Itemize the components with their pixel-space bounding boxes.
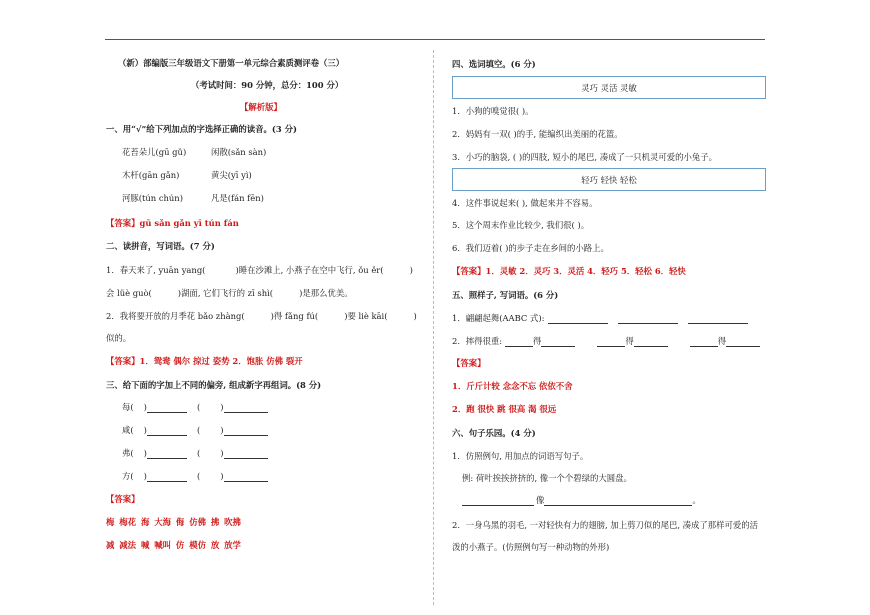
s2-answer: 【答案】1．鸳鸯 偶尔 掠过 姿势 2．饱胀 仿佛 裂开: [106, 356, 303, 366]
s6-period: 。: [692, 495, 701, 505]
s1-item: 花苔朵儿(gū gǔ): [122, 147, 187, 157]
s5-answer-label: 【答案】: [452, 358, 486, 368]
s1-item: 闲散(sǎn sàn): [211, 147, 267, 157]
s6-like: 像: [536, 495, 545, 505]
s5-answer-2: 2．跑 很快 跳 很高 渴 很远: [452, 404, 557, 414]
s2-text: )得 fǎng fú(: [270, 311, 319, 321]
s3-row: 咸( ) ( ): [122, 425, 268, 436]
section-1-heading: 一、用“√”给下列加点的字选择正确的读音。(3 分): [106, 124, 297, 134]
section-4-heading: 四、选词填空。(6 分): [452, 59, 536, 69]
s3-row: 每( ) ( ): [122, 402, 268, 413]
version-tag: 【解析版】: [240, 102, 282, 112]
s5-text: 1．翩翩起舞(AABC 式):: [452, 313, 545, 323]
s1-answer: 【答案】gū sǎn gǎn yī tún fán: [106, 218, 239, 228]
s6-question-2-cont: 泼的小燕子。(仿照例句写一种动物的外形): [452, 542, 610, 552]
s5-text: 2．摔得很重:: [452, 336, 503, 346]
s6-fill-line: [462, 495, 701, 506]
column-divider: [433, 50, 434, 605]
s1-item: 河豚(tún chún): [122, 193, 183, 203]
s2-line-4: 似的。: [106, 333, 132, 343]
s3-char: 方(: [122, 471, 134, 481]
s3-char: 咸(: [122, 425, 134, 435]
s1-item: 木杆(gān gǎn): [122, 170, 180, 180]
s3-answer-row: 梅 梅花 海 大海 侮 仿佛 拂 吹拂: [106, 517, 241, 527]
s2-text: 会 lüè guò(: [106, 288, 152, 298]
s2-text: 1．春天来了, yuān yang(: [106, 265, 206, 275]
s3-char: 每(: [122, 402, 134, 412]
s5-question-2: [452, 336, 760, 347]
s5-question-1: [452, 313, 748, 324]
s3-answer-label: 【答案】: [106, 494, 140, 504]
s1-item: 黄尖(yī yì): [211, 170, 252, 180]
s4-question: 3．小巧的脑袋, ( )的四肢, 短小的尾巴, 凑成了一只机灵可爱的小兔子。: [452, 152, 717, 162]
s2-text: ): [409, 265, 413, 275]
s4-answer: 【答案】1．灵敏 2．灵巧 3．灵活 4．轻巧 5．轻松 6．轻快: [452, 266, 686, 276]
s2-text: ): [413, 311, 417, 321]
s2-line-3: [106, 311, 417, 322]
word-box-1: [452, 76, 766, 99]
exam-info: （考试时间：90 分钟，总分：100 分）: [191, 80, 344, 90]
word-box-text: 灵巧 灵活 灵敏: [581, 82, 637, 93]
s4-question: 5．这个周末作业比较少, 我们很( )。: [452, 220, 590, 230]
word-box-2: [452, 168, 766, 191]
s4-question: 2．妈妈有一双( )的手, 能编织出美丽的花篮。: [452, 129, 623, 139]
s6-question-1: 1．仿照例句, 用加点的词语写句子。: [452, 451, 589, 461]
s5-de: 得: [717, 336, 727, 346]
top-rule: [105, 39, 765, 40]
s1-item: 凡是(fán fēn): [211, 193, 264, 203]
s4-question: 6．我们迈着( )的步子走在乡间的小路上。: [452, 243, 609, 253]
section-3-heading: 三、给下面的字加上不同的偏旁, 组成新字再组词。(8 分): [106, 380, 322, 390]
s5-de: 得: [533, 336, 542, 346]
s2-text: )睡在沙滩上, 小燕子在空中飞行, ǒu ěr(: [235, 265, 384, 275]
s2-text: 2．我将要开放的月季花 bǎo zhàng(: [106, 311, 245, 321]
section-2-heading: 二、读拼音，写词语。(7 分): [106, 241, 215, 251]
s2-text: )湖面, 它们飞行的 zī shì(: [177, 288, 274, 298]
s3-answer-row: 减 减法 喊 喊叫 仿 模仿 放 放学: [106, 540, 241, 550]
s2-line-2: [106, 288, 353, 299]
word-box-text: 轻巧 轻快 轻松: [581, 174, 637, 185]
s3-row: 弗( ) ( ): [122, 448, 268, 459]
s6-question-2: 2．一身乌黑的羽毛, 一对轻快有力的翅膀, 加上剪刀似的尾巴, 凑成了那样可爱的活: [452, 520, 759, 530]
s4-question: 4．这件事说起来( ), 做起来并不容易。: [452, 198, 598, 208]
s2-text: )要 liè kāi(: [344, 311, 388, 321]
s2-text: )是那么优美。: [299, 288, 353, 298]
section-6-heading: 六、句子乐园。(4 分): [452, 428, 536, 438]
page-title: （新）部编版三年级语文下册第一单元综合素质测评卷（三）: [118, 58, 345, 68]
s3-row: 方( ) ( ): [122, 471, 268, 482]
section-5-heading: 五、照样子, 写词语。(6 分): [452, 290, 559, 300]
s5-de: 得: [625, 336, 634, 346]
s6-example: 例: 荷叶挨挨挤挤的, 像一个个碧绿的大圆盘。: [462, 473, 632, 483]
s5-answer-1: 1．斤斤计较 念念不忘 依依不舍: [452, 381, 573, 391]
s3-char: 弗(: [122, 448, 134, 458]
s4-question: 1．小狗的嗅觉很( )。: [452, 106, 534, 116]
s2-line-1: [106, 265, 413, 276]
